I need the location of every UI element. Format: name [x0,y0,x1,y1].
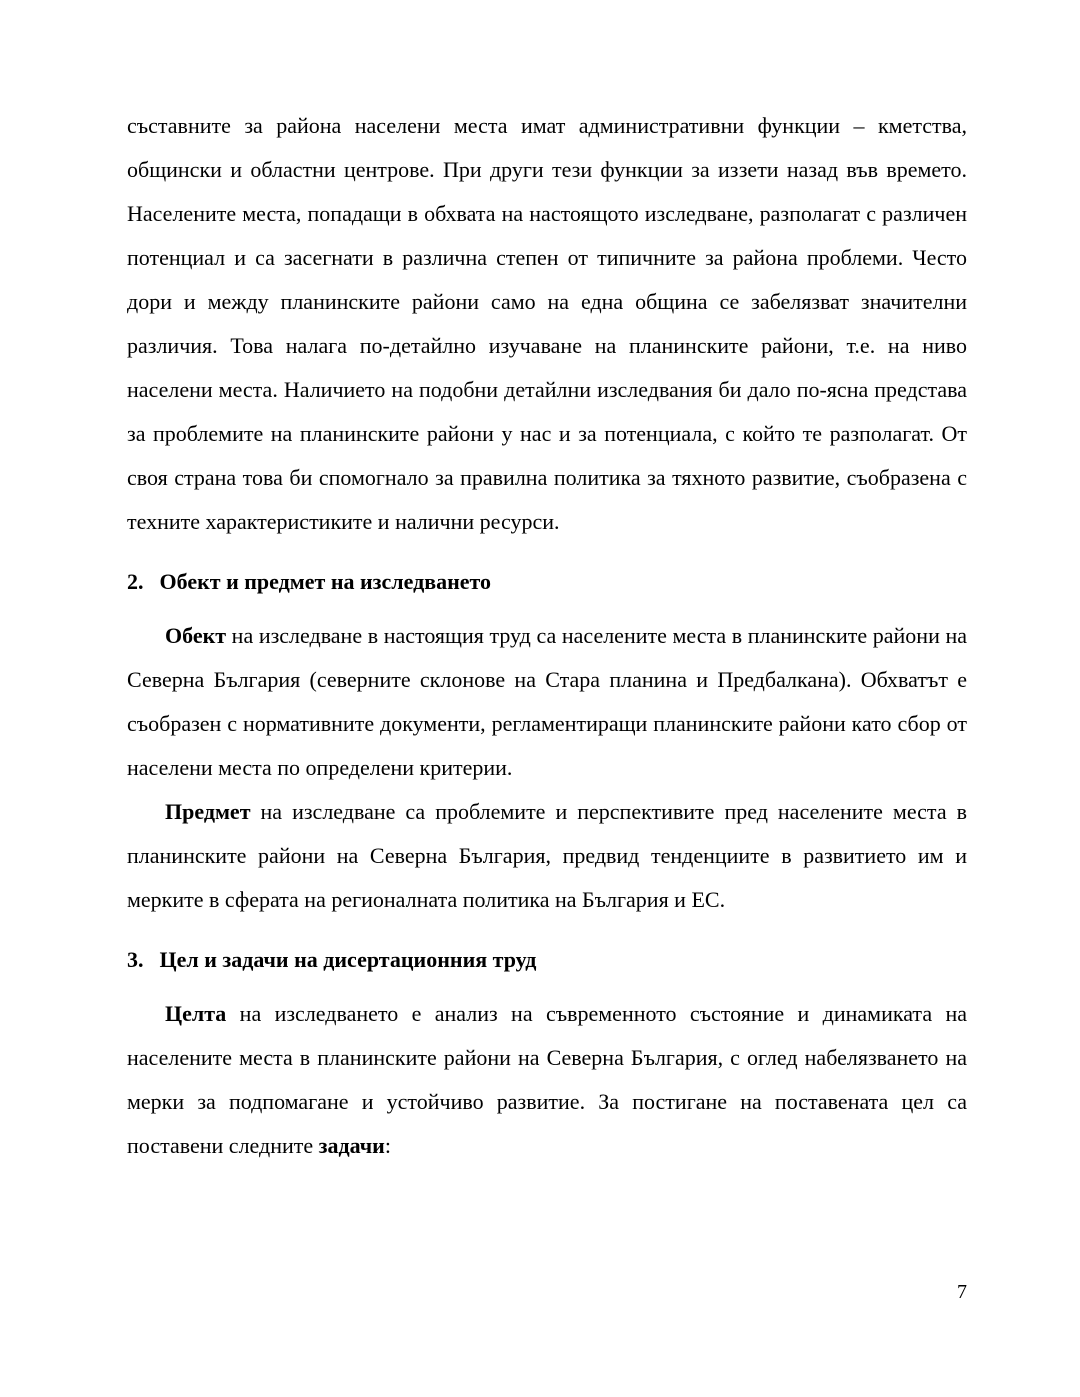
paragraph-continuation: съставните за района населени места имат административни функции – кметства, общински и областни центрове. При други тези функции за иззети назад във времето. Населените места, попадащи в обхвата на настоящото изследване, разполагат с различен потенциал и са засегнати в различна степен от типичните за района проблеми. Често дори и между планинските райони само на една община се забелязват значителни различия. Това налага по-детайлно изучаване на планинските райони, т.е. на ниво населени места. Наличието на подобни детайлни изследвания би дало по-ясна представа за проблемите на планинските райони у нас и за потенциала, с който те разполагат. От своя страна това би спомогнало за правилна политика за тяхното развитие, съобразена с техните характеристиките и налични ресурси. [127,113,967,534]
section-heading-object-subject [127,560,967,604]
paragraph-goal-lead: Целта [165,1001,227,1026]
paragraph-goal [127,992,967,1168]
section-number: 3. [127,947,144,972]
section-number: 2. [127,569,144,594]
paragraph-goal-tail: : [384,1133,391,1158]
page-content [127,104,967,1168]
section-heading-goal-tasks [127,938,967,982]
paragraph-goal-bold-word: задачи [318,1133,385,1158]
paragraph-object [127,614,967,790]
paragraph-subject [127,790,967,922]
section-title: Цел и задачи на дисертационния труд [159,947,537,972]
section-title: Обект и предмет на изследването [159,569,492,594]
paragraph-goal-middle: на изследването е анализ на съвременното състояние и динамиката на населените места в планинските райони на Северна България, с оглед набелязването на мерки за подпомагане и устойчиво развитие. За постигане на поставената цел са поставени следните [127,1001,967,1158]
paragraph-subject-rest: на изследване са проблемите и перспективите пред населените места в планинските райони на Северна България, предвид тенденциите в развитието им и мерките в сферата на регионалната политика на България и ЕС. [127,799,967,912]
paragraph-subject-lead: Предмет [165,799,251,824]
page-number: 7 [957,1281,967,1303]
paragraph-object-rest: на изследване в настоящия труд са населените места в планинските райони на Северна България (северните склонове на Стара планина и Предбалкана). Обхватът е съобразен с нормативните документи, регламентиращи планинските райони като сбор от населени места по определени критерии. [127,623,967,780]
paragraph-object-lead: Обект [165,623,227,648]
